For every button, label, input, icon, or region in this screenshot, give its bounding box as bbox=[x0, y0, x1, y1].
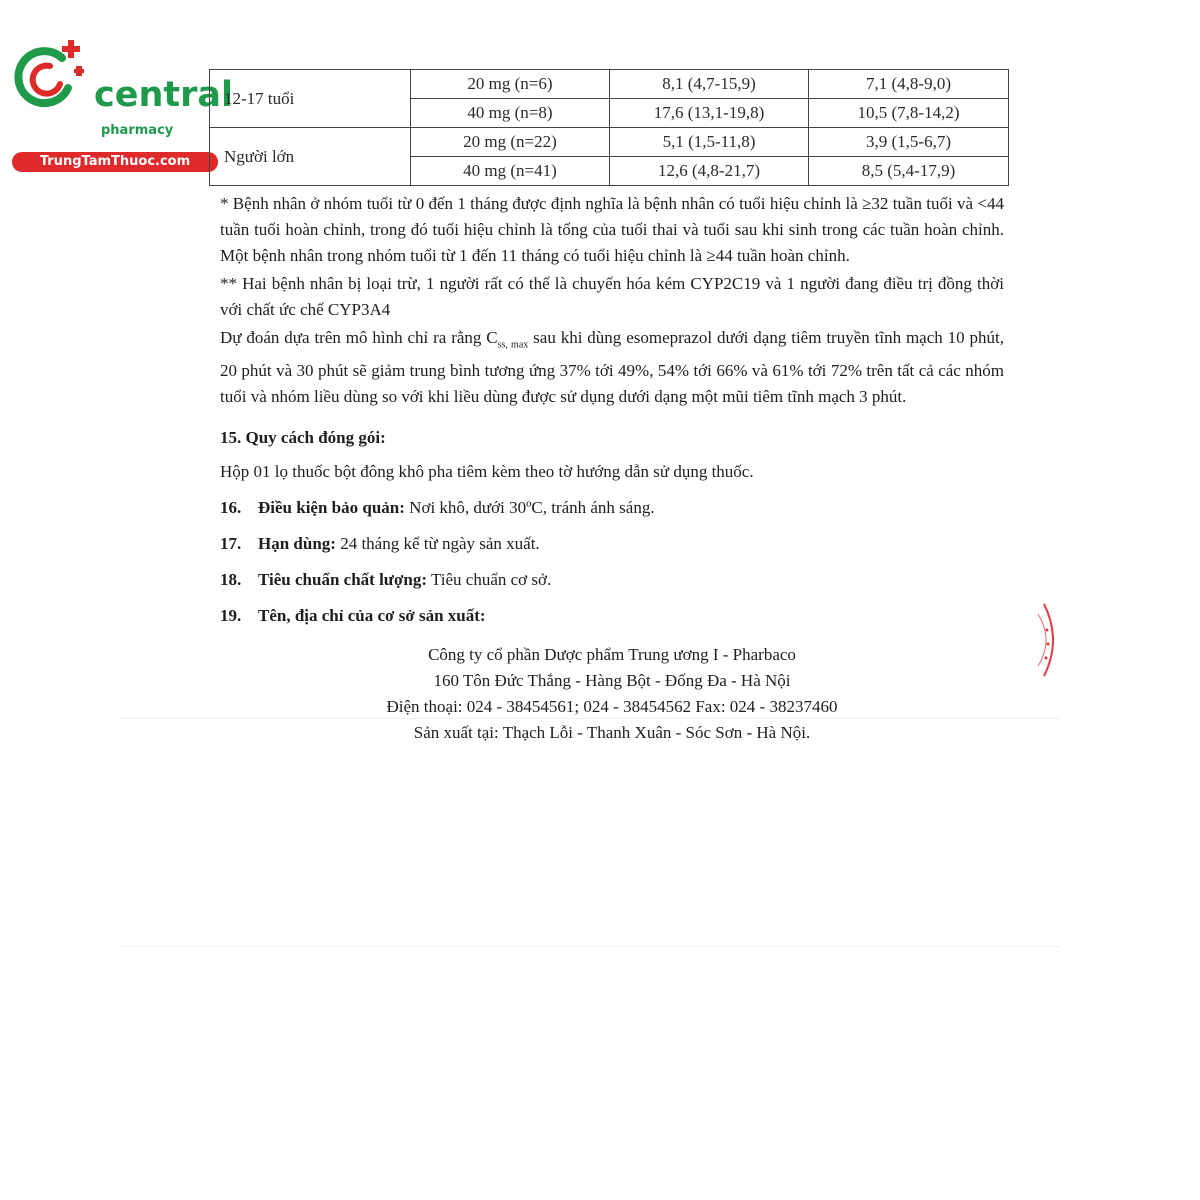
value-cell: 3,9 (1,5-6,7) bbox=[809, 128, 1009, 157]
section-16 bbox=[220, 496, 1004, 520]
prediction-text-end: sau khi dùng esomeprazol dưới dạng tiêm truyền tĩnh mạch 10 phút, 20 phút và 30 phút sẽ giảm trung bình tương ứng 37% tới 49%, 54% tới 66% và 61% tới 72% trên tất cả các nhóm tuổi và nhóm liều dùng so với khi liều dùng được sử dụng dưới dạng một mũi tiêm tĩnh mạch 3 phút. bbox=[220, 328, 1005, 407]
dose-cell: 40 mg (n=41) bbox=[411, 157, 610, 186]
central-pharmacy-logo-icon bbox=[10, 36, 90, 116]
scan-divider bbox=[120, 946, 1060, 947]
footnote-age-definition: * Bệnh nhân ở nhóm tuổi từ 0 đến 1 tháng được định nghĩa là bệnh nhân có tuổi hiệu chỉnh là ≥32 tuần tuổi và <44 tuần tuổi hoàn chỉnh, trong đó tuổi hiệu chỉnh là tổng của tuổi thai và tuổi sau khi sinh trong các tuần hoàn chỉnh. Một bệnh nhân trong nhóm tuổi từ 1 đến 11 tháng có tuổi hiệu chỉnh là ≥44 tuần hoàn chỉnh. bbox=[220, 194, 1004, 265]
section-19 bbox=[220, 604, 1004, 628]
brand-name: central bbox=[94, 75, 234, 115]
footnote-excluded-patients: ** Hai bệnh nhân bị loại trừ, 1 người rất có thể là chuyển hóa kém CYP2C19 và 1 người đang điều trị đồng thời với chất ức chế CYP3A4 bbox=[220, 274, 1004, 319]
section-number: 16. bbox=[220, 498, 242, 518]
section-title: Tên, địa chỉ của cơ sở sản xuất: bbox=[258, 606, 486, 626]
section-15-heading bbox=[220, 426, 1004, 450]
table-row bbox=[210, 70, 1009, 99]
document-body bbox=[220, 191, 1004, 746]
value-cell: 10,5 (7,8-14,2) bbox=[809, 99, 1009, 128]
section-body: Nơi khô, dưới 30ºC, tránh ánh sáng. bbox=[404, 498, 655, 518]
section-15-body: Hộp 01 lọ thuốc bột đông khô pha tiêm kèm theo tờ hướng dẫn sử dụng thuốc. bbox=[220, 462, 754, 482]
dose-cell: 20 mg (n=6) bbox=[411, 70, 610, 99]
manufacturer-name: Công ty cổ phần Dược phẩm Trung ương I - Pharbaco bbox=[428, 645, 796, 665]
section-title: Tiêu chuẩn chất lượng: bbox=[258, 570, 428, 590]
section-title: Hạn dùng: bbox=[258, 534, 336, 554]
dose-cell: 20 mg (n=22) bbox=[411, 128, 610, 157]
prediction-text-start: Dự đoán dựa trên mô hình chỉ ra rằng C bbox=[220, 328, 498, 347]
stamp-fragment-icon bbox=[1032, 600, 1062, 680]
value-cell: 8,5 (5,4-17,9) bbox=[809, 157, 1009, 186]
section-title: Quy cách đóng gói: bbox=[245, 428, 386, 448]
section-number: 19. bbox=[220, 606, 242, 626]
section-body: 24 tháng kể từ ngày sản xuất. bbox=[335, 534, 540, 554]
model-prediction-paragraph bbox=[220, 325, 1004, 410]
brand-subtitle: pharmacy bbox=[101, 123, 174, 138]
dose-cell: 40 mg (n=8) bbox=[411, 99, 610, 128]
value-cell: 7,1 (4,8-9,0) bbox=[809, 70, 1009, 99]
age-group-cell: 12-17 tuổi bbox=[210, 70, 411, 128]
manufacturer-phone-fax: Điện thoại: 024 - 38454561; 024 - 38454562 Fax: 024 - 38237460 bbox=[386, 697, 838, 717]
section-title: Điều kiện bảo quản: bbox=[258, 498, 405, 518]
value-cell: 12,6 (4,8-21,7) bbox=[610, 157, 809, 186]
brand-website-banner: TrungTamThuoc.com bbox=[12, 152, 218, 172]
section-17 bbox=[220, 532, 1004, 556]
css-max-subscript: ss, max bbox=[497, 339, 529, 351]
scan-divider bbox=[120, 718, 1060, 719]
section-number: 15. bbox=[220, 428, 242, 448]
dose-table bbox=[209, 69, 1009, 186]
age-group-cell: Người lớn bbox=[210, 128, 411, 186]
section-number: 18. bbox=[220, 570, 242, 590]
manufacturer-address: 160 Tôn Đức Thắng - Hàng Bột - Đống Đa - Hà Nội bbox=[433, 671, 791, 691]
section-number: 17. bbox=[220, 534, 242, 554]
section-body: Tiêu chuẩn cơ sở. bbox=[427, 570, 552, 590]
value-cell: 5,1 (1,5-11,8) bbox=[610, 128, 809, 157]
manufacturer-production-site: Sản xuất tại: Thạch Lỗi - Thanh Xuân - Sóc Sơn - Hà Nội. bbox=[413, 723, 811, 743]
section-18 bbox=[220, 568, 1004, 592]
value-cell: 8,1 (4,7-15,9) bbox=[610, 70, 809, 99]
value-cell: 17,6 (13,1-19,8) bbox=[610, 99, 809, 128]
table-row bbox=[210, 128, 1009, 157]
brand-logo bbox=[10, 36, 234, 169]
